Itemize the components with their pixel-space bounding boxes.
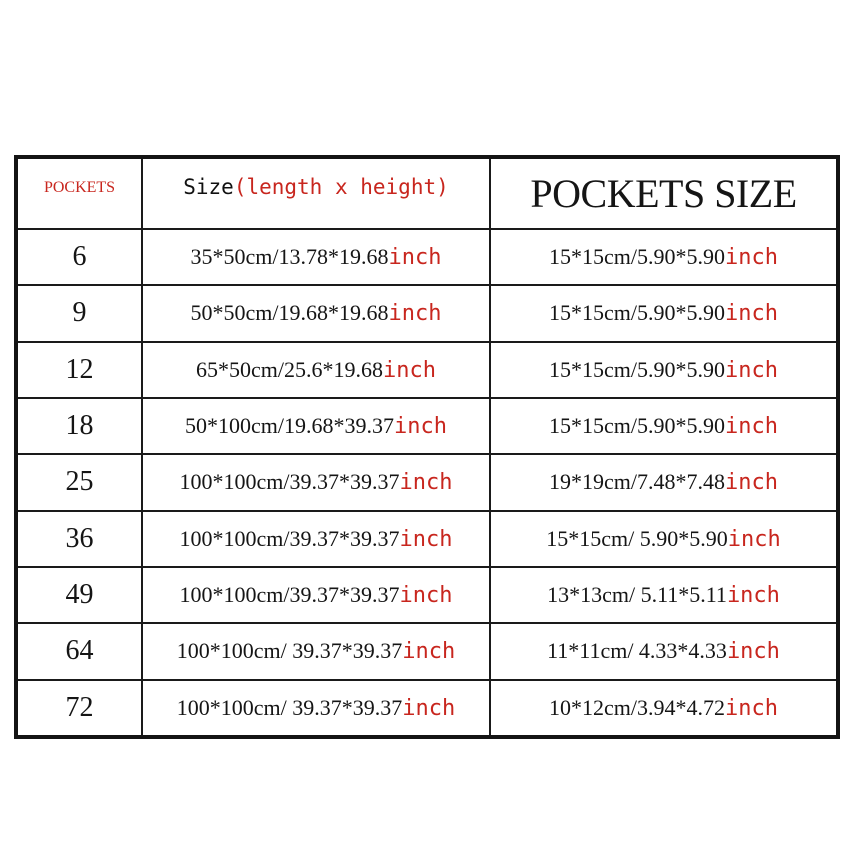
pockets-cell [16,511,142,567]
overall-size-value: 50*50cm/19.68*19.68 [190,300,389,326]
unit-label: inch [388,245,442,271]
pocket-size-cell [490,229,838,285]
pocket-count: 12 [65,353,94,385]
pocket-size-cell [490,567,838,623]
pocket-size-cell [490,454,838,510]
pocket-count: 72 [65,691,94,723]
unit-label: inch [394,414,447,440]
pocket-size-value: 13*13cm/ 5.11*5.11 [547,582,727,608]
size-cell [142,623,490,679]
pocket-count: 64 [65,635,94,667]
table-row [16,680,838,737]
header-pockets-label: POCKETS [43,179,116,197]
header-size-label [183,175,449,199]
header-cell-size [142,157,490,229]
pocket-count: 9 [72,297,87,329]
pocket-size-value: 10*12cm/3.94*4.72 [549,694,725,720]
pocket-size-value: 19*19cm/7.48*7.48 [549,469,725,495]
pocket-size-cell [490,623,838,679]
unit-label: inch [388,301,442,327]
pocket-size-cell [490,680,838,737]
size-cell [142,398,490,454]
pocket-size-value: 11*11cm/ 4.33*4.33 [547,638,727,664]
overall-size-value: 100*100cm/39.37*39.37 [179,582,400,608]
unit-label: inch [725,695,778,721]
size-cell [142,454,490,510]
pockets-cell [16,229,142,285]
header-size-prefix: Size [183,175,234,200]
unit-label: inch [725,470,778,496]
size-cell [142,285,490,341]
header-row [16,157,838,229]
unit-label: inch [725,414,778,440]
pocket-size-value: 15*15cm/5.90*5.90 [549,356,725,382]
table-row [16,285,838,341]
unit-label: inch [383,357,436,383]
pockets-cell [16,567,142,623]
unit-label: inch [725,357,778,383]
size-cell [142,567,490,623]
overall-size-value: 50*100cm/19.68*39.37 [185,413,394,439]
table-row [16,623,838,679]
pockets-cell [16,285,142,341]
overall-size-value: 100*100cm/39.37*39.37 [179,469,400,495]
size-cell [142,680,490,737]
pocket-size-cell [490,342,838,398]
table-row [16,567,838,623]
pocket-size-value: 15*15cm/5.90*5.90 [549,300,725,326]
unit-label: inch [726,639,780,665]
overall-size-value: 100*100cm/ 39.37*39.37 [176,638,403,664]
overall-size-value: 100*100cm/39.37*39.37 [179,525,400,551]
pocket-size-cell [490,285,838,341]
header-pockets-size-label: POCKETS SIZE [530,170,797,216]
header-size-suffix: (length x height) [233,175,449,200]
pockets-cell [16,454,142,510]
unit-label: inch [399,470,453,496]
unit-label: inch [725,245,778,271]
pockets-cell [16,398,142,454]
pockets-cell [16,680,142,737]
table-row [16,398,838,454]
overall-size-value: 65*50cm/25.6*19.68 [196,356,383,382]
table-row [16,342,838,398]
pocket-count: 25 [65,466,94,498]
pocket-count: 36 [65,522,94,554]
pockets-cell [16,623,142,679]
unit-label: inch [725,301,778,327]
pocket-count: 49 [65,579,94,611]
size-cell [142,229,490,285]
overall-size-value: 35*50cm/13.78*19.68 [190,244,389,270]
unit-label: inch [727,526,781,552]
pocket-count: 18 [65,410,94,442]
unit-label: inch [402,695,456,721]
pocket-size-cell [490,398,838,454]
table-row [16,454,838,510]
pocket-size-value: 15*15cm/5.90*5.90 [549,413,725,439]
pocket-size-value: 15*15cm/5.90*5.90 [549,244,725,270]
table-row [16,511,838,567]
unit-label: inch [399,526,453,552]
unit-label: inch [726,583,780,609]
pocket-size-cell [490,511,838,567]
unit-label: inch [399,583,453,609]
pockets-cell [16,342,142,398]
pocket-size-value: 15*15cm/ 5.90*5.90 [546,525,728,551]
size-cell [142,342,490,398]
unit-label: inch [402,639,456,665]
overall-size-value: 100*100cm/ 39.37*39.37 [176,694,403,720]
header-cell-pockets-size [490,157,838,229]
size-cell [142,511,490,567]
pocket-count: 6 [72,241,87,273]
table-row [16,229,838,285]
header-cell-pockets [16,157,142,229]
pocket-size-table [14,155,840,739]
